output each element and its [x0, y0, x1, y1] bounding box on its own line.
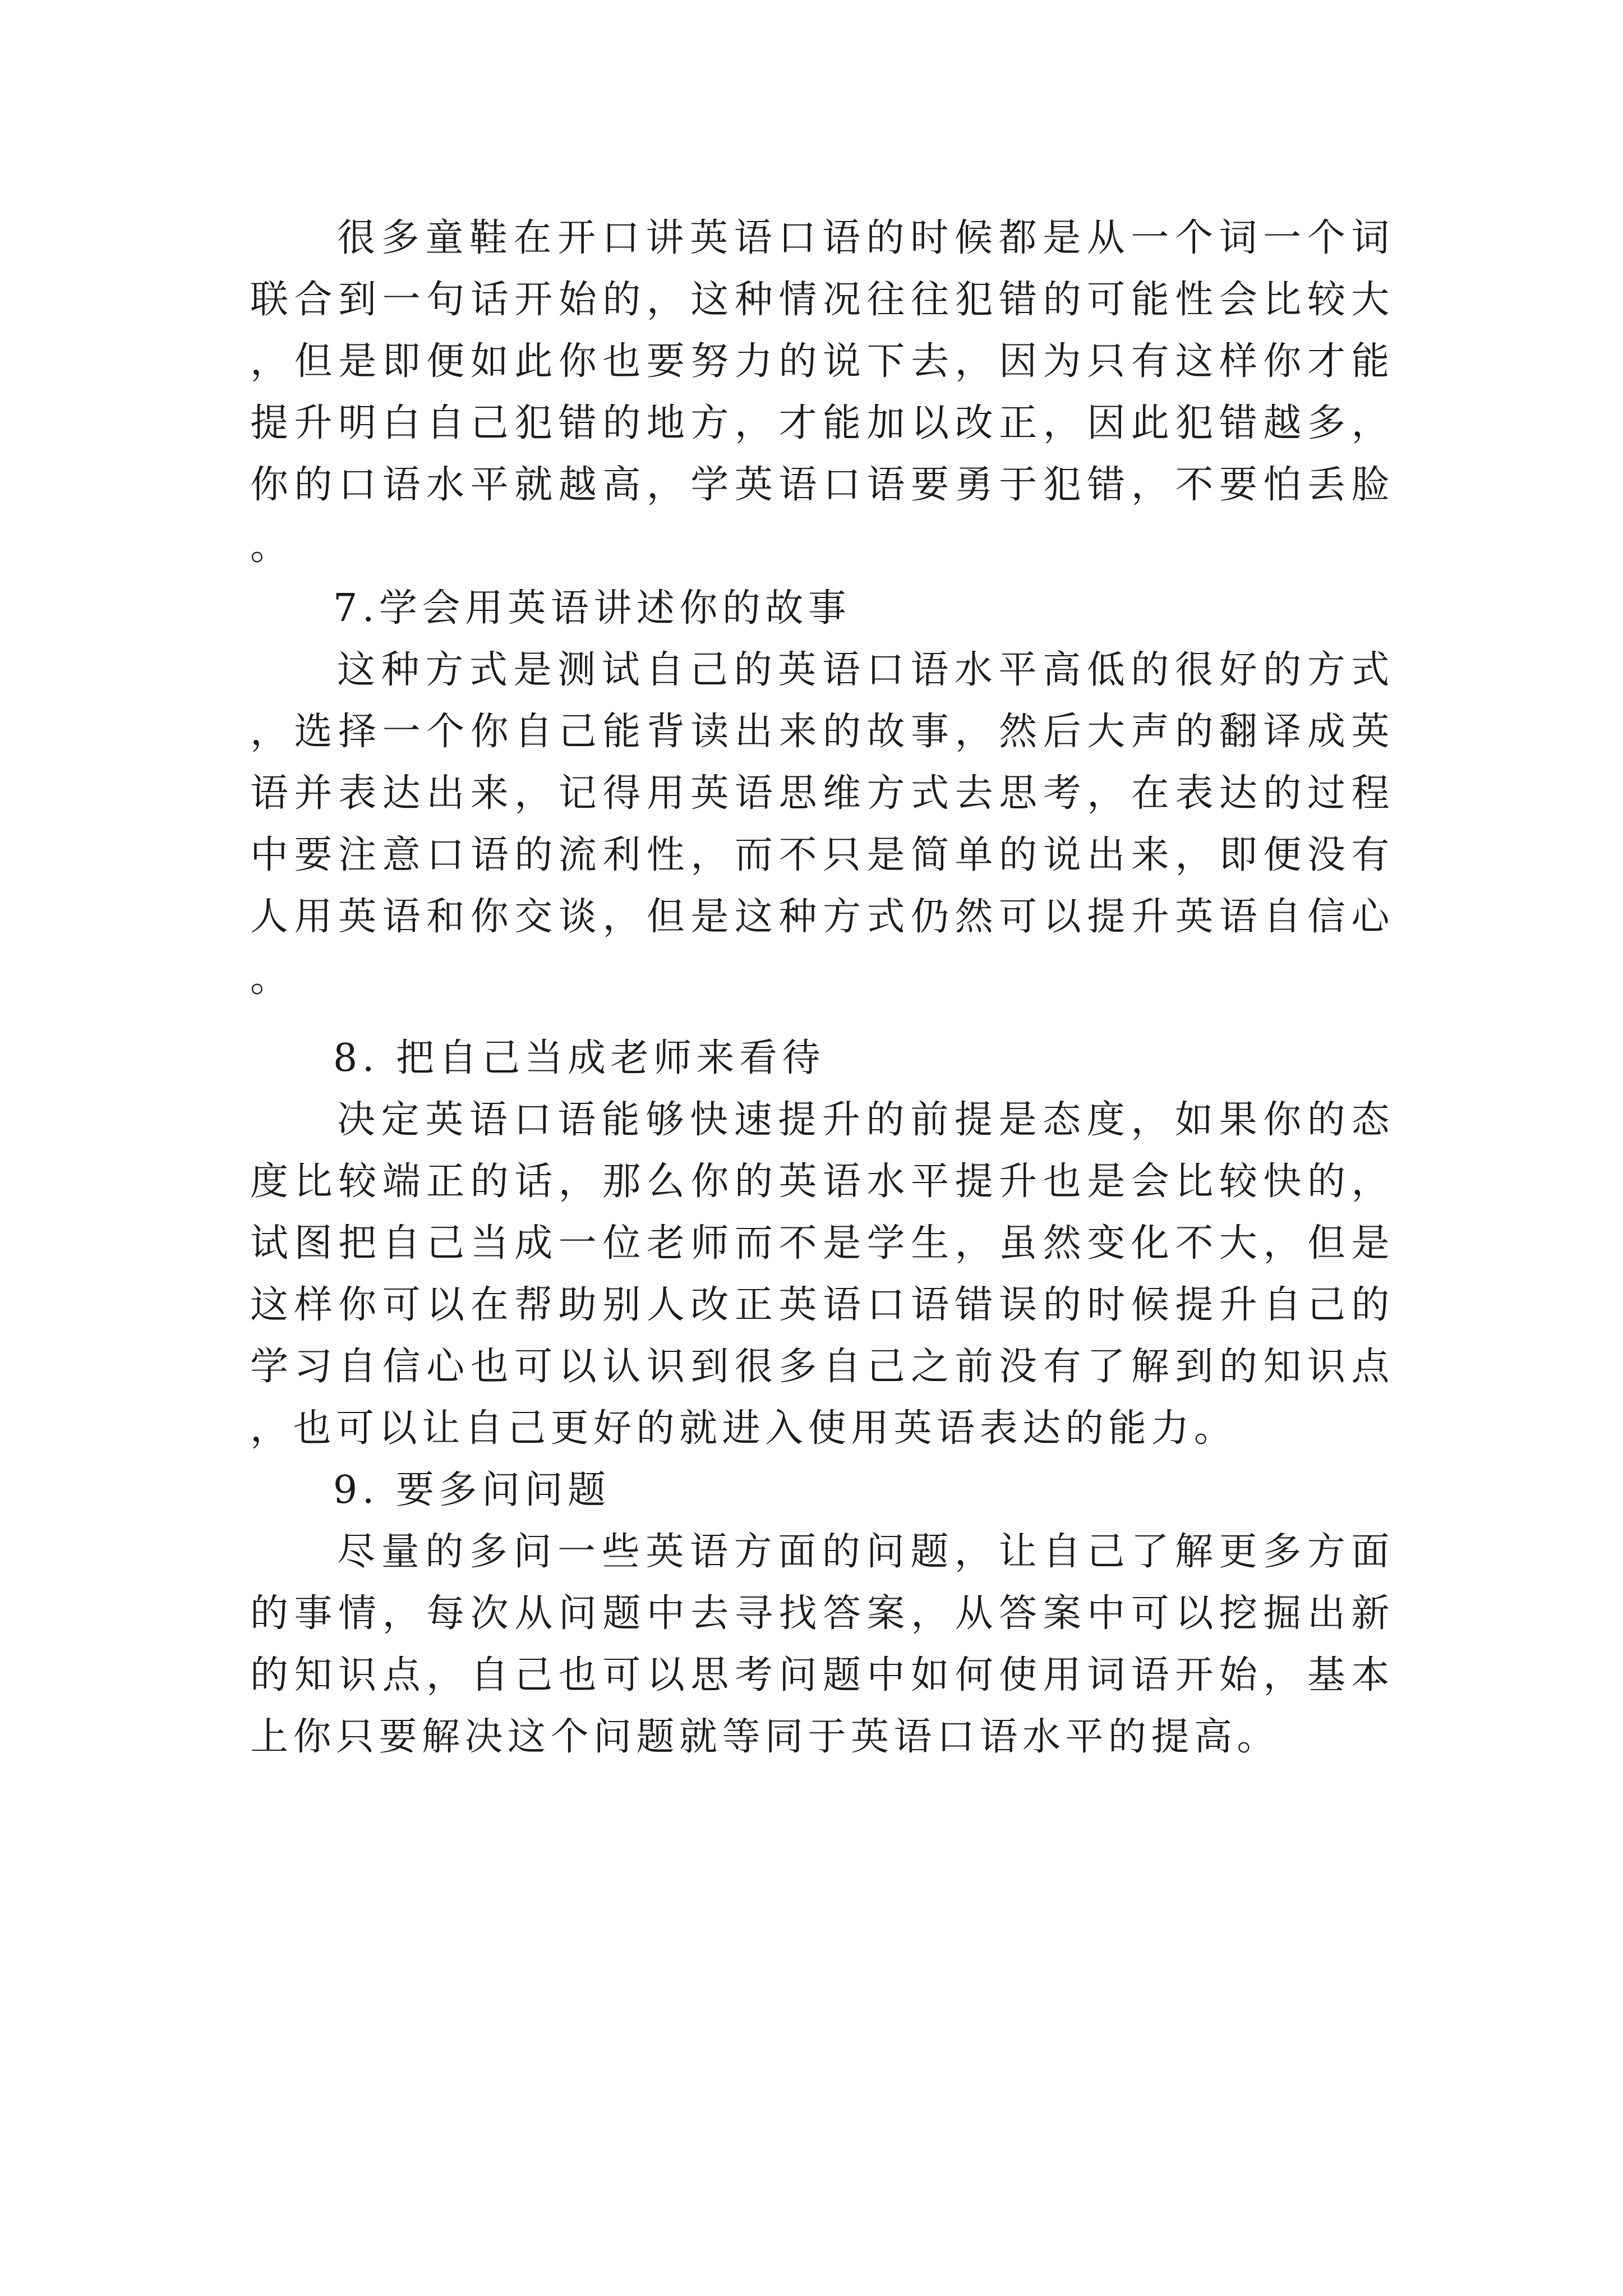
heading-7-tell-your-story: 7.学会用英语讲述你的故事	[333, 586, 851, 631]
paragraph-tell-story: 这种方式是测试自己的英语口语水平高低的很好的方式，选择一个你自己能背读出来的故事，然后大声的翻译成英语并表达出来，记得用英语思维方式去思考，在表达的过程中要注意口语的流利性，而不只是简单的说出来，即便没有人用英语和你交谈，但是这种方式仍然可以提升英语自信心。	[250, 648, 1394, 1001]
paragraph-be-a-teacher: 决定英语口语能够快速提升的前提是态度，如果你的态度比较端正的话，那么你的英语水平提升也是会比较快的，试图把自己当成一位老师而不是学生，虽然变化不大，但是这样你可以在帮助别人改正英语口语错误的时候提升自己的学习自信心也可以认识到很多自己之前没有了解到的知识点，也可以让自己更好的就进入使用英语表达的能力。	[250, 1098, 1394, 1451]
heading-8-be-a-teacher: 8. 把自己当成老师来看待	[333, 1036, 825, 1080]
heading-9-ask-questions: 9. 要多问问题	[333, 1468, 611, 1512]
paragraph-ask-questions: 尽量的多问一些英语方面的问题，让自己了解更多方面的事情，每次从问题中去寻找答案，从答案中可以挖掘出新的知识点，自己也可以思考问题中如何使用词语开始，基本上你只要解决这个问题就等同于英语口语水平的提高。	[250, 1530, 1394, 1759]
paragraph-making-mistakes: 很多童鞋在开口讲英语口语的时候都是从一个词一个词联合到一句话开始的，这种情况往往犯错的可能性会比较大，但是即便如此你也要努力的说下去，因为只有这样你才能提升明白自己犯错的地方，才能加以改正，因此犯错越多，你的口语水平就越高，学英语口语要勇于犯错，不要怕丢脸。	[250, 216, 1394, 569]
document-body	[250, 208, 1394, 1768]
